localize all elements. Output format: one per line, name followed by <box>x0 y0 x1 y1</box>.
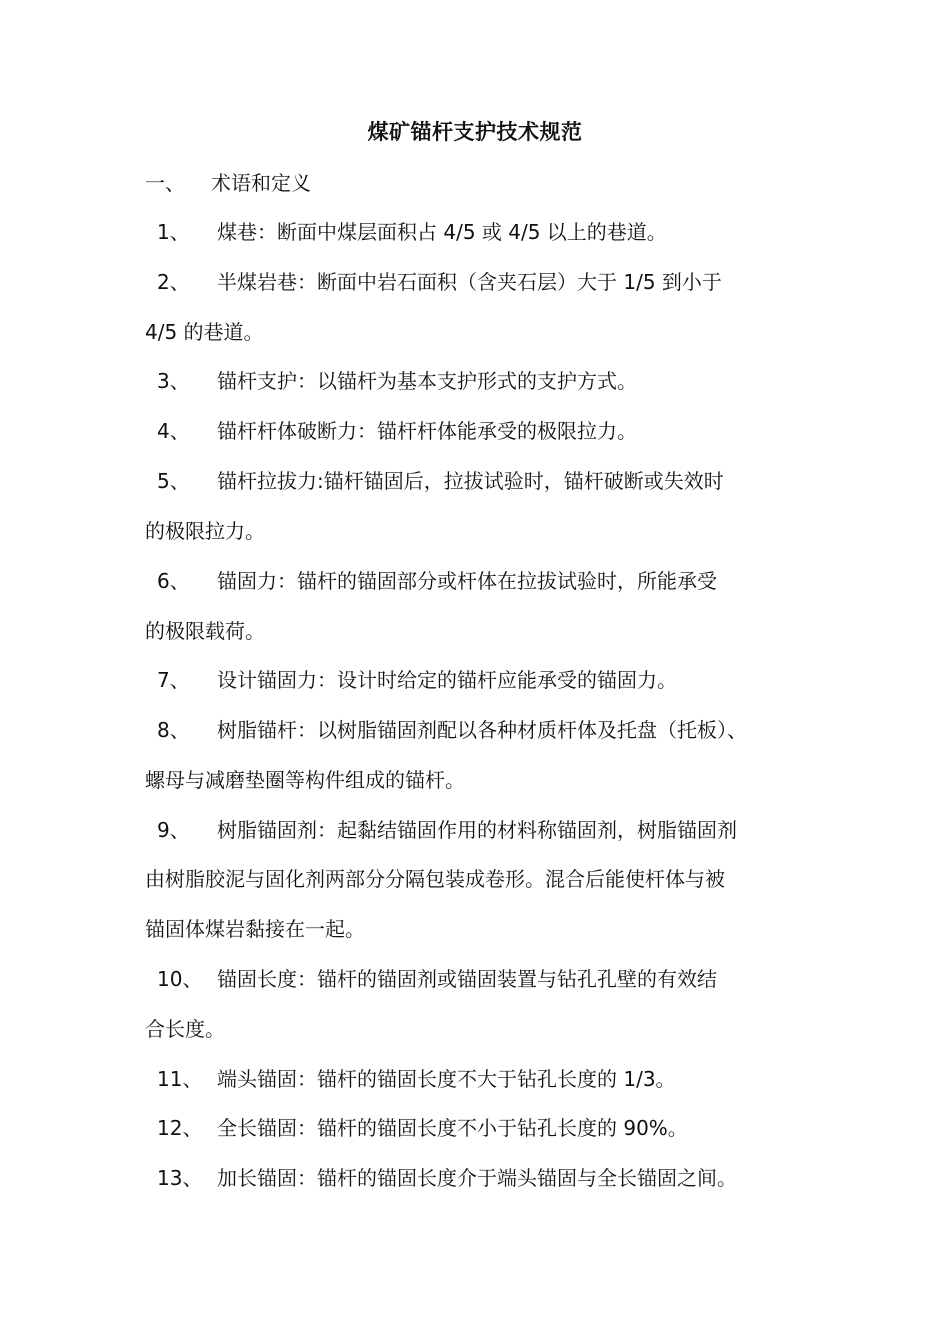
item-number: 5、 <box>157 469 190 493</box>
item-number: 13、 <box>157 1166 203 1190</box>
item-continuation: 由树脂胶泥与固化剂两部分分隔包装成卷形。混合后能使杆体与被 <box>145 867 725 891</box>
definition-item <box>157 564 827 598</box>
item-number: 8、 <box>157 718 190 742</box>
item-number: 3、 <box>157 369 190 393</box>
definition-item <box>157 1062 827 1096</box>
definition-item <box>157 713 827 747</box>
item-text: 设计时给定的锚杆应能承受的锚固力。 <box>337 668 677 692</box>
item-separator: ： <box>297 270 317 294</box>
definition-item <box>157 1161 827 1195</box>
item-separator: ： <box>297 1067 317 1091</box>
definition-item <box>157 663 827 697</box>
item-number: 7、 <box>157 668 190 692</box>
item-continuation: 的极限载荷。 <box>145 619 265 643</box>
item-term: 树脂锚固剂 <box>217 818 317 842</box>
item-separator: ： <box>317 668 337 692</box>
item-text: 以树脂锚固剂配以各种材质杆体及托盘（托板）、 <box>317 718 747 742</box>
item-separator: ： <box>297 1116 317 1140</box>
definition-item <box>157 1111 827 1145</box>
document-title: 煤矿锚杆支护技术规范 <box>367 120 583 144</box>
item-separator: : <box>317 469 324 493</box>
item-number: 11、 <box>157 1067 203 1091</box>
item-continuation: 螺母与减磨垫圈等构件组成的锚杆。 <box>145 768 465 792</box>
item-text: 起黏结锚固作用的材料称锚固剂，树脂锚固剂 <box>337 818 737 842</box>
item-text: 锚杆的锚固长度不小于钻孔长度的 90%。 <box>317 1116 688 1140</box>
item-term: 锚杆杆体破断力 <box>217 419 357 443</box>
item-continuation: 的极限拉力。 <box>145 519 265 543</box>
item-number: 10、 <box>157 967 203 991</box>
item-term: 全长锚固 <box>217 1116 297 1140</box>
item-number: 6、 <box>157 569 190 593</box>
definition-item <box>157 464 827 498</box>
item-text: 锚杆的锚固剂或锚固装置与钻孔孔壁的有效结 <box>317 967 717 991</box>
item-text: 锚杆的锚固部分或杆体在拉拔试验时，所能承受 <box>297 569 717 593</box>
item-text: 锚杆的锚固长度介于端头锚固与全长锚固之间。 <box>317 1166 737 1190</box>
item-separator: ： <box>357 419 377 443</box>
item-continuation: 4/5 的巷道。 <box>145 320 264 344</box>
item-separator: ： <box>297 1166 317 1190</box>
item-separator: ： <box>317 818 337 842</box>
item-continuation: 锚固体煤岩黏接在一起。 <box>145 917 365 941</box>
item-number: 1、 <box>157 220 190 244</box>
item-text: 锚杆锚固后，拉拔试验时，锚杆破断或失效时 <box>323 469 724 493</box>
item-text: 断面中煤层面积占 4/5 或 4/5 以上的巷道。 <box>277 220 667 244</box>
item-separator: ： <box>297 369 317 393</box>
item-term: 加长锚固 <box>217 1166 297 1190</box>
item-term: 锚固长度 <box>217 967 297 991</box>
definition-item <box>157 265 827 299</box>
item-text: 断面中岩石面积（含夹石层）大于 1/5 到小于 <box>317 270 722 294</box>
definition-item <box>157 215 827 249</box>
definition-item <box>157 414 827 448</box>
item-text: 锚杆的锚固长度不大于钻孔长度的 1/3。 <box>317 1067 676 1091</box>
definition-item <box>157 962 827 996</box>
item-separator: ： <box>297 718 317 742</box>
item-term: 锚杆支护 <box>217 369 297 393</box>
item-term: 锚杆拉拔力 <box>217 469 317 493</box>
item-term: 半煤岩巷 <box>217 270 297 294</box>
section-title: 术语和定义 <box>211 171 311 195</box>
item-term: 端头锚固 <box>217 1067 297 1091</box>
item-number: 2、 <box>157 270 190 294</box>
item-text: 以锚杆为基本支护形式的支护方式。 <box>317 369 637 393</box>
section-heading <box>145 166 815 200</box>
item-separator: ： <box>297 967 317 991</box>
item-term: 煤巷 <box>217 220 257 244</box>
item-number: 4、 <box>157 419 190 443</box>
definition-item <box>157 813 827 847</box>
item-separator: ： <box>257 220 277 244</box>
item-text: 锚杆杆体能承受的极限拉力。 <box>377 419 637 443</box>
item-term: 设计锚固力 <box>217 668 317 692</box>
item-number: 12、 <box>157 1116 203 1140</box>
item-continuation: 合长度。 <box>145 1017 225 1041</box>
definition-item <box>157 364 827 398</box>
section-number: 一、 <box>145 171 185 195</box>
item-term: 锚固力 <box>217 569 277 593</box>
item-term: 树脂锚杆 <box>217 718 297 742</box>
item-number: 9、 <box>157 818 190 842</box>
item-separator: ： <box>277 569 297 593</box>
